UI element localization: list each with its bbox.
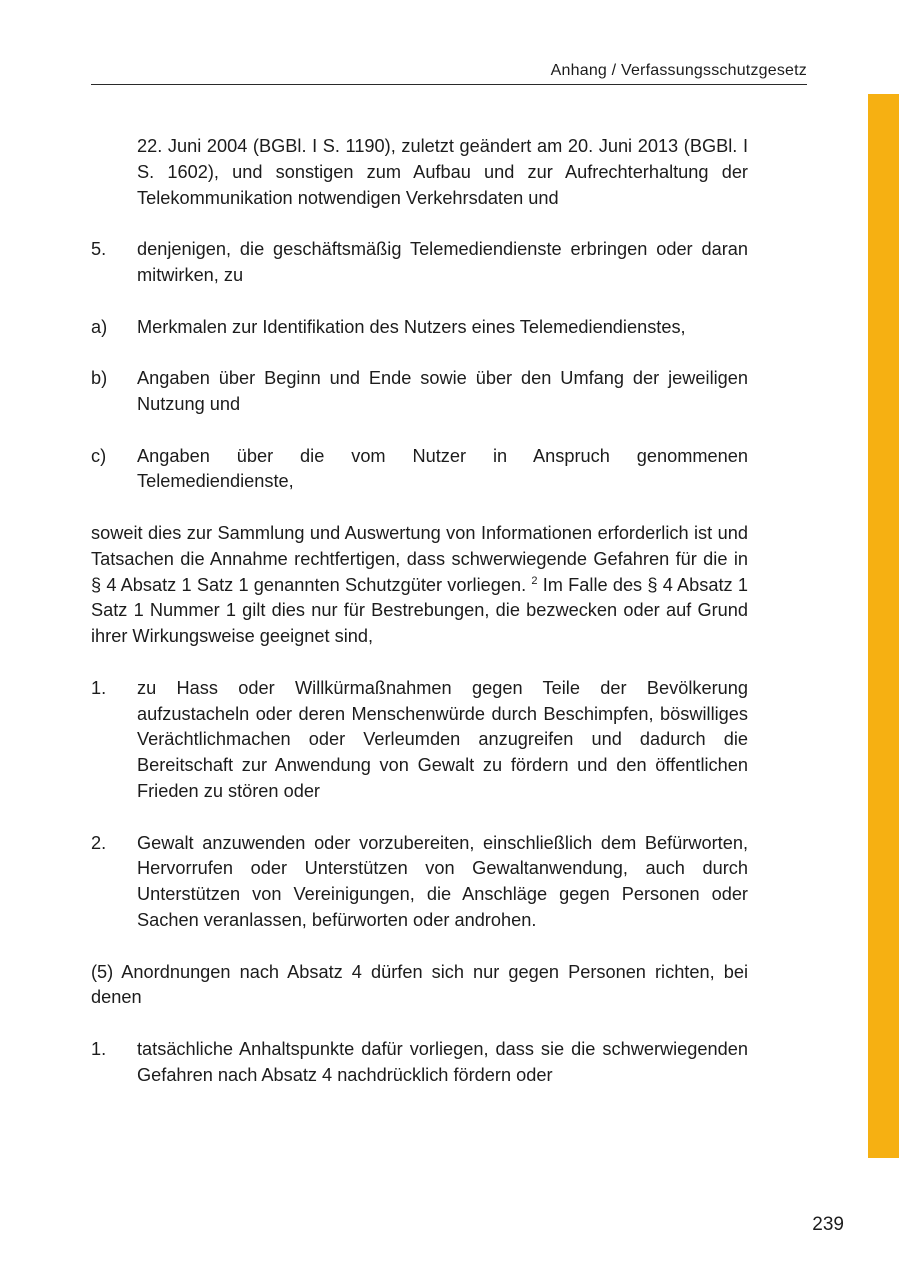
list-item-number: 1. bbox=[91, 1038, 107, 1059]
absatz-5-list-item-1 bbox=[91, 1037, 748, 1089]
header-rule bbox=[91, 84, 807, 85]
list-item-number: 5. bbox=[91, 239, 107, 260]
list-item-text: Angaben über Beginn und Ende sowie über den Umfang der jeweiligen Nutzung und bbox=[137, 368, 748, 414]
list-item-a bbox=[91, 315, 748, 341]
list-item-number: 2. bbox=[91, 832, 107, 853]
list-item-text: zu Hass oder Willkürmaßnahmen gegen Teile der Bevölkerung aufzustacheln oder deren Menschenwürde durch Beschimpfen, böswilliges Verächtlichmachen oder Verleumden anzugreifen und dadurch die Bereitschaft zur Anwendung von Gewalt zu fördern und den öffentlichen Frieden zu stören oder bbox=[137, 677, 748, 801]
list-item-5 bbox=[91, 237, 748, 289]
page-body bbox=[91, 134, 748, 1114]
list-item-1 bbox=[91, 676, 748, 805]
soweit-paragraph bbox=[91, 521, 748, 650]
soweit-sentence-1: soweit dies zur Sammlung und Auswertung von Informationen erforderlich ist und Tatsachen die Annahme rechtfertigen, dass schwerwiegende Gefahren für die in § 4 Absatz 1 Satz 1 genannten Schutzgüter vorliegen. bbox=[91, 522, 748, 595]
list-item-2 bbox=[91, 831, 748, 934]
list-item-b bbox=[91, 366, 748, 418]
thumb-index-tab bbox=[868, 94, 899, 1158]
list-item-text: tatsächliche Anhaltspunkte dafür vorliegen, dass sie die schwerwiegenden Gefahren nach Absatz 4 nachdrücklich fördern oder bbox=[137, 1038, 748, 1085]
list-item-text: Gewalt anzuwenden oder vorzubereiten, einschließlich dem Befürworten, Hervorrufen oder Unterstützen von Gewaltanwendung, auch durch Unterstützen von Vereinigungen, die Anschläge gegen Personen oder Sachen veranlassen, befürworten oder androhen. bbox=[137, 832, 748, 930]
list-item-number: 1. bbox=[91, 677, 107, 698]
list-item-text: Angaben über die vom Nutzer in Anspruch genommenen Telemediendienste, bbox=[137, 445, 748, 492]
absatz-5-paragraph: (5) Anordnungen nach Absatz 4 dürfen sich nur gegen Personen richten, bei denen bbox=[91, 961, 748, 1008]
list-item-text: Merkmalen zur Identifikation des Nutzers eines Telemediendienstes, bbox=[137, 316, 686, 337]
sentence-number: 2 bbox=[531, 574, 538, 587]
intro-continuation: 22. Juni 2004 (BGBl. I S. 1190), zuletzt geändert am 20. Juni 2013 (BGBl. I S. 1602), und sonstigen zum Aufbau und zur Aufrechterhaltung der Telekommunikation notwendigen Verkehrsdaten und bbox=[137, 136, 748, 208]
list-item-letter: b) bbox=[91, 368, 108, 389]
running-head: Anhang / Verfassungsschutzgesetz bbox=[550, 62, 807, 79]
soweit-sentence-2: Im Falle des § 4 Absatz 1 Satz 1 Nummer 1 gilt dies nur für Bestrebungen, die bezwecken oder auf Grund ihrer Wirkungsweise geeignet sind, bbox=[91, 574, 748, 647]
list-item-letter: a) bbox=[91, 316, 108, 337]
list-item-text: denjenigen, die geschäftsmäßig Telemediendienste erbringen oder daran mitwirken, zu bbox=[137, 239, 748, 285]
list-item-letter: c) bbox=[91, 445, 107, 466]
page-number: 239 bbox=[812, 1214, 844, 1235]
list-item-c bbox=[91, 444, 748, 496]
